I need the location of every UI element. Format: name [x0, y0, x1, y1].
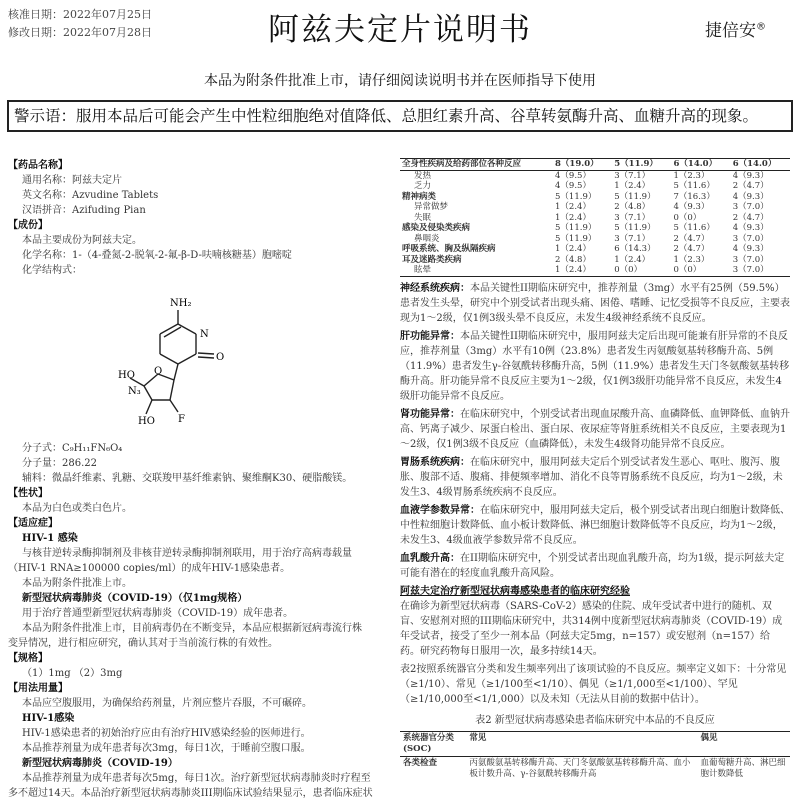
right-column — [400, 158, 790, 781]
characteristics-text: 本品为白色或类白色片。 — [22, 503, 132, 514]
table-cell-value: 2（4.7） — [673, 244, 710, 254]
table2-common: 丙氨酸氨基转移酶升高、天门冬氨酸氨基转移酶升高、血小板计数升高、γ-谷氨酰转移酶升高 — [469, 757, 691, 779]
table-cell-value: 3（7.0） — [732, 233, 769, 244]
brand-name — [705, 16, 766, 41]
table-cell-label: 耳及迷路类疾病 — [402, 254, 462, 265]
table-row — [400, 255, 790, 266]
table-cell-value: 3（7.0） — [732, 254, 769, 265]
table-cell-label: 发热 — [414, 170, 432, 181]
blood-lead: 血液学参数异常： — [400, 504, 480, 516]
table2-header-row — [400, 731, 790, 756]
covid-text-3: 变异情况，进行相应研究，确认其对于当前流行株的有效性。 — [8, 638, 278, 649]
neuro-lead: 神经系统疾病： — [400, 282, 470, 294]
table-cell-value: 5（11.9） — [555, 223, 597, 233]
table2-header-uncommon: 偶见 — [698, 731, 791, 756]
table-row — [400, 170, 790, 181]
table-cell-value: 1（2.4） — [614, 181, 651, 191]
usage-hiv-heading: HIV-1感染 — [22, 713, 75, 724]
table-cell-label: 呼吸系统、胸及纵隔疾病 — [402, 244, 496, 254]
gi-text: 在临床研究中，服用阿兹夫定后个别受试者发生恶心、呕吐、腹泻、腹胀、腹部不适、腹痛、排便频率增加、消化不良等胃肠系统不良反应，均为1～2级，未发生3、4级胃肠系统疾病不良反应。 — [400, 456, 783, 498]
chemical-name: 化学名称：1-（4-叠氮-2-脱氧-2-氟-β-D-呋喃核糖基）胞嘧啶 — [22, 250, 292, 261]
table2-header-soc: 系统器官分类(SOC) — [400, 731, 466, 756]
table-cell-value: 4（9.5） — [555, 181, 591, 191]
atom-ho-bottom: HO — [138, 416, 155, 427]
table2-row — [400, 756, 790, 781]
table-cell-value: 2（4.8） — [555, 254, 591, 265]
left-column — [8, 158, 393, 801]
table-cell-value: 5（11.9） — [612, 159, 671, 171]
frequency-text: 表2按照系统器官分类和发生频率列出了该项试验的不良反应。频率定义如下：十分常见（≥1/10）、常见（≥1/100至<1/10）、偶见（≥1/1,000至<1/100）、罕见（≥1/10,000至<1/1,000）以及未知（无法从目前的数据中估计）。 — [400, 663, 787, 705]
table-cell-label: 感染及侵染类疾病 — [402, 223, 471, 233]
usage-hiv-text-2: 本品推荐剂量为成年患者每次3mg，每日1次，于睡前空腹口服。 — [22, 743, 311, 754]
table-row — [400, 192, 790, 203]
table-cell-value: 5（11.6） — [673, 181, 715, 191]
table-row — [400, 213, 790, 224]
table2-header-common: 常见 — [466, 731, 697, 756]
approval-notice: 本品为附条件批准上市，请仔细阅读说明书并在医师指导下使用 — [204, 73, 596, 89]
table-cell-label: 异常做梦 — [414, 202, 449, 212]
atom-fluorine: F — [178, 414, 185, 425]
usage-covid-text-1: 本品推荐剂量为成年患者每次5mg，每日1次。治疗新型冠状病毒肺炎时疗程至 — [22, 773, 371, 784]
atom-n-ring: N — [200, 329, 209, 340]
gi-lead: 胃肠系统疾病： — [400, 456, 470, 468]
table-cell-label: 失眠 — [414, 212, 432, 223]
table-cell-value: 5（11.9） — [555, 191, 597, 202]
chemical-structure-diagram — [118, 282, 258, 432]
pinyin-name: 汉语拼音：Azifuding Pian — [22, 205, 146, 216]
usage-hiv-text-1: HIV-1感染患者的初始治疗应由有治疗HIV感染经验的医师进行。 — [22, 728, 311, 739]
table-cell-value: 5（11.9） — [614, 223, 656, 233]
liver-lead: 肝功能异常： — [400, 330, 460, 342]
table2 — [400, 731, 790, 781]
atom-azide: N₃ — [128, 386, 141, 397]
lactate-text: 在II期临床研究中，个别受试者出现血乳酸升高，均为1级，提示阿兹夫定可能有潜在的轻度血乳酸升高风险。 — [400, 552, 785, 579]
table-cell-value: 1（2.4） — [555, 212, 591, 223]
neuro-paragraph — [400, 281, 790, 326]
section-specification: 【规格】 — [8, 653, 48, 664]
covid-text-1: 用于治疗普通型新型冠状病毒肺炎（COVID-19）成年患者。 — [22, 608, 294, 619]
lactate-paragraph — [400, 551, 790, 581]
table-row — [400, 159, 790, 171]
table-cell-label: 乏力 — [414, 181, 432, 191]
table-cell-label: 眩晕 — [400, 265, 553, 276]
excipients: 辅料：微晶纤维素、乳糖、交联羧甲基纤维素钠、聚维酮K30、硬脂酸镁。 — [22, 473, 353, 484]
kidney-paragraph — [400, 407, 790, 452]
table-cell-value: 0（0） — [673, 212, 702, 223]
table-row — [400, 202, 790, 213]
table-cell-value: 1（2.4） — [553, 265, 612, 276]
table-cell-value: 3（7.1） — [614, 170, 651, 181]
hiv-heading: HIV-1 感染 — [22, 533, 78, 544]
table-cell-value: 5（11.9） — [614, 191, 656, 202]
lactate-lead: 血乳酸升高： — [400, 552, 460, 564]
atom-o-carbonyl: O — [216, 352, 225, 363]
adverse-event-table — [400, 158, 790, 277]
table-cell-value: 3（7.1） — [614, 233, 651, 244]
usage-covid-text-2: 多不超过14天。本品治疗新型冠状病毒肺炎III期临床试验结果显示，患者临床症状 — [8, 788, 373, 799]
table2-caption: 表2 新型冠状病毒感染患者临床研究中本品的不良反应 — [475, 714, 715, 726]
table-cell-value: 2（4.8） — [614, 202, 651, 212]
table-row — [400, 181, 790, 192]
table-row — [400, 244, 790, 255]
kidney-lead: 肾功能异常： — [400, 408, 460, 420]
hiv-text-1: 与核苷逆转录酶抑制剂及非核苷逆转录酶抑制剂联用，用于治疗高病毒载量 — [22, 548, 352, 559]
brand-text: 捷倍安 — [705, 21, 756, 41]
table-cell-value: 1（2.4） — [555, 202, 591, 212]
covid-study-text: 在确诊为新型冠状病毒（SARS-CoV-2）感染的住院、成年受试者中进行的随机、双盲、安慰剂对照的III期临床研究中，共314例中度新型冠状病毒肺炎（COVID-19）成年受试者，接受了至少一剂本品（阿兹夫定5mg，n=157）或安慰剂（n=157）给药。研究药物每日服用一次，最多持续14天。 — [400, 600, 783, 657]
table-cell-value: 6（14.3） — [614, 244, 656, 254]
document-title: 阿兹夫定片说明书 — [268, 12, 532, 48]
table-cell-value: 4（9.3） — [673, 202, 710, 212]
usage-text: 本品应空腹服用，为确保给药剂量，片剂应整片吞服，不可碾碎。 — [22, 698, 312, 709]
kidney-text: 在临床研究中，个别受试者出现血尿酸升高、血磷降低、血钾降低、血钠升高、钙离子减少、尿蛋白检出、蛋白尿、夜尿症等肾脏系统相关不良反应，主要表现为1～2级，仅1例3级不良反应（血磷降低），未发生4级肾功能异常不良反应。 — [400, 408, 790, 450]
table-row — [400, 265, 790, 276]
table-cell-value: 3（7.1） — [614, 212, 651, 223]
section-composition: 【成份】 — [8, 220, 48, 231]
section-characteristics: 【性状】 — [8, 488, 48, 499]
atom-ho-top: HO — [118, 370, 135, 381]
table-cell-value: 1（2.3） — [673, 254, 710, 265]
table-cell-value: 6（14.0） — [671, 159, 730, 171]
warning-box: 警示语：服用本品后可能会产生中性粒细胞绝对值降低、总胆红素升高、谷草转氨酶升高、血糖升高的现象。 — [7, 100, 793, 132]
section-drug-name: 【药品名称】 — [8, 160, 68, 171]
molecular-formula: 分子式：C₉H₁₁FN₆O₄ — [22, 443, 123, 454]
section-indications: 【适应症】 — [8, 518, 58, 529]
table-cell-value: 8（19.0） — [553, 159, 612, 171]
table2-uncommon: 血葡萄糖升高、淋巴细胞计数降低 — [700, 757, 786, 779]
table-cell-value: 3（7.0） — [732, 202, 769, 212]
table-cell-value: 5（11.6） — [673, 223, 715, 233]
liver-text: 本品关键性II期临床研究中，服用阿兹夫定后出现可能兼有肝异常的不良反应，推荐剂量（3mg）水平有10例（23.8%）患者发生丙氨酸氨基转移酶升高、5例（11.9%）患者发生γ-谷氨酰转移酶升高，5例（11.9%）患者发生天门冬氨酸氨基转移酶升高。肝功能异常不良反应主要为1～2级，仅1例3级肝功能异常不良反应，未发生4级肝功能异常不良反应。 — [400, 330, 790, 402]
table-cell-value: 2（4.7） — [732, 212, 769, 223]
atom-o-sugar: O — [154, 366, 163, 377]
composition-text: 本品主要成份为阿兹夫定。 — [22, 235, 142, 246]
covid-study-heading: 阿兹夫定治疗新型冠状病毒感染患者的临床研究经验 — [400, 585, 630, 597]
table-cell-value: 1（2.4） — [555, 244, 591, 254]
revision-date: 修改日期：2022年07月28日 — [8, 26, 152, 39]
table-cell-value: 5（11.9） — [555, 233, 597, 244]
table-cell-label: 精神病类 — [402, 191, 437, 202]
table-cell-value: 0（0） — [671, 265, 730, 276]
table-cell-value: 4（9.3） — [732, 223, 769, 233]
table-cell-label: 鼻咽炎 — [414, 233, 440, 244]
registered-mark: ® — [756, 21, 766, 33]
table-cell-value: 1（2.4） — [614, 254, 651, 265]
table-row — [400, 234, 790, 245]
table-cell-value: 1（2.3） — [673, 170, 710, 181]
table-cell-value: 6（14.0） — [731, 159, 790, 171]
english-name: 英文名称：Azvudine Tablets — [22, 190, 159, 201]
liver-paragraph — [400, 329, 790, 404]
gi-paragraph — [400, 455, 790, 500]
table-cell-value: 4（9.5） — [555, 170, 591, 181]
table-cell-value: 3（7.0） — [731, 265, 790, 276]
table-row — [400, 223, 790, 234]
hiv-text-3: 本品为附条件批准上市。 — [22, 578, 132, 589]
table2-soc: 各类检查 — [403, 757, 438, 768]
blood-paragraph — [400, 503, 790, 548]
table-cell-value: 2（4.7） — [673, 233, 710, 244]
specification-text: （1）1mg （2）3mg — [22, 668, 123, 679]
hiv-text-2: （HIV-1 RNA≥100000 copies/ml）的成年HIV-1感染患者。 — [8, 563, 291, 574]
section-usage: 【用法用量】 — [8, 683, 68, 694]
usage-covid-heading: 新型冠状病毒肺炎（COVID-19） — [22, 758, 178, 769]
molecular-weight: 分子量：286.22 — [22, 458, 97, 469]
table-cell-value: 7（16.3） — [673, 191, 715, 202]
atom-nh2: NH₂ — [170, 298, 192, 309]
table-cell-value: 4（9.3） — [732, 170, 769, 181]
generic-name: 通用名称：阿兹夫定片 — [22, 175, 122, 186]
approval-date: 核准日期：2022年07月25日 — [8, 8, 152, 21]
structure-label: 化学结构式： — [22, 265, 82, 276]
blood-text: 在临床研究中，服用阿兹夫定后，极个别受试者出现白细胞计数降低、中性粒细胞计数降低、血小板计数降低、淋巴细胞计数降低等不良反应，均为1～2级，未发生3、4级血液学参数异常不良反应。 — [400, 504, 790, 546]
neuro-text: 本品关键性II期临床研究中，推荐剂量（3mg）水平有25例（59.5%）患者发生头晕，研究中个别受试者出现头痛、困倦、嗜睡、记忆受损等不良反应，主要表现为1～2级，仅1例3级头晕不良反应，未发生4级神经系统不良反应。 — [400, 282, 790, 324]
table-cell-value: 4（9.3） — [732, 191, 769, 202]
table-cell-value: 2（4.7） — [732, 181, 769, 191]
table-cell-value: 0（0） — [612, 265, 671, 276]
covid-text-2: 本品为附条件批准上市，目前病毒仍在不断变异，本品应根据新冠病毒流行株 — [22, 623, 362, 634]
table-cell-value: 4（9.3） — [732, 244, 769, 254]
covid-heading: 新型冠状病毒肺炎（COVID-19）（仅1mg规格） — [22, 593, 248, 604]
table-cell-label: 全身性疾病及给药部位各种反应 — [400, 159, 553, 171]
